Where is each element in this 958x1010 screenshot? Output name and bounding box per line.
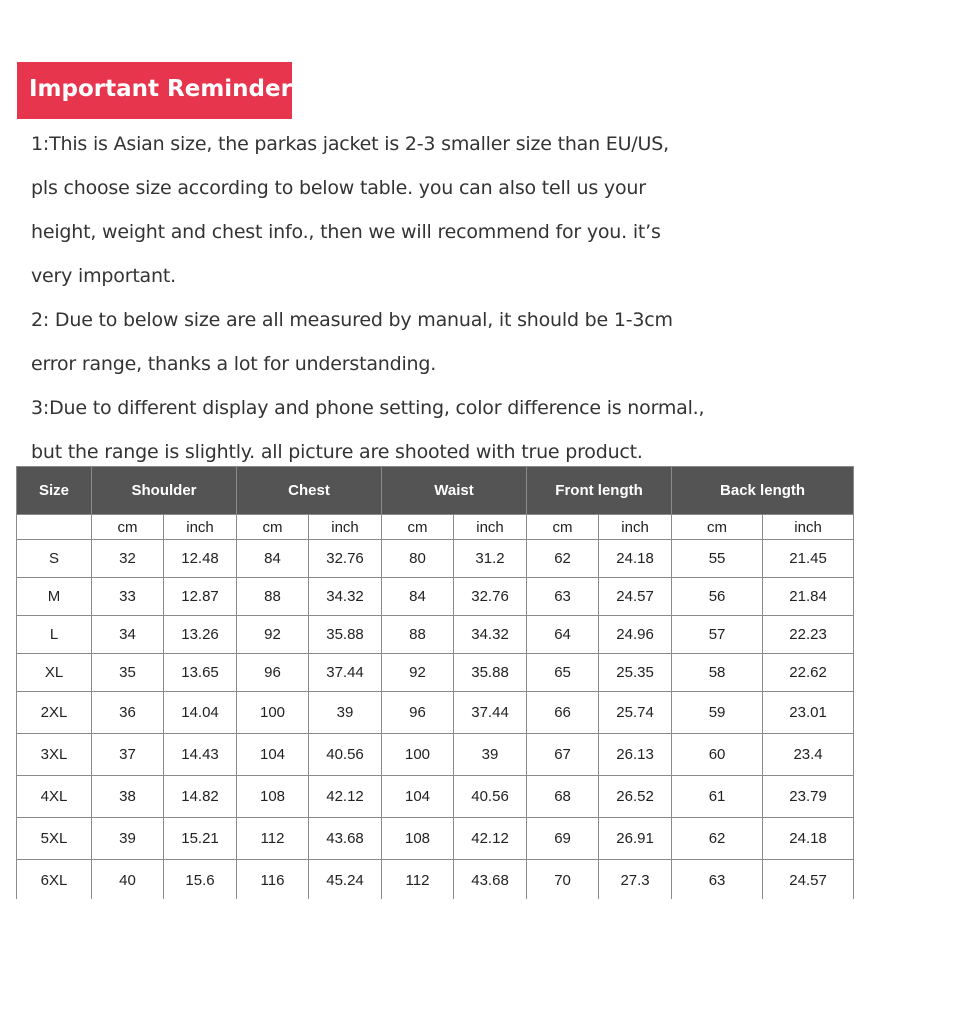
measure-cell: 112	[237, 818, 309, 860]
measure-cell: 40.56	[454, 776, 527, 818]
size-label-cell: L	[17, 616, 92, 654]
unit-cell: inch	[164, 515, 237, 540]
unit-cell: cm	[527, 515, 599, 540]
measure-cell: 32	[92, 540, 164, 578]
measure-cell: 24.18	[599, 540, 672, 578]
measure-cell: 64	[527, 616, 599, 654]
measure-cell: 35	[92, 654, 164, 692]
unit-cell: cm	[672, 515, 763, 540]
header-size: Size	[17, 467, 92, 515]
measure-cell: 63	[672, 860, 763, 902]
measure-cell: 63	[527, 578, 599, 616]
measure-cell: 37.44	[454, 692, 527, 734]
measure-cell: 62	[527, 540, 599, 578]
reminder-notes	[31, 124, 931, 476]
measure-cell: 32.76	[454, 578, 527, 616]
note-line: 3:Due to different display and phone setting, color difference is normal.,	[31, 397, 705, 419]
size-label-cell: 6XL	[17, 860, 92, 902]
measure-cell: 68	[527, 776, 599, 818]
measure-cell: 65	[527, 654, 599, 692]
measure-cell: 57	[672, 616, 763, 654]
measure-cell: 22.62	[763, 654, 854, 692]
measure-cell: 39	[309, 692, 382, 734]
measure-cell: 23.4	[763, 734, 854, 776]
size-label-cell: 2XL	[17, 692, 92, 734]
measure-cell: 43.68	[309, 818, 382, 860]
measure-cell: 25.74	[599, 692, 672, 734]
measure-cell: 42.12	[309, 776, 382, 818]
unit-cell: cm	[237, 515, 309, 540]
measure-cell: 108	[237, 776, 309, 818]
measure-cell: 43.68	[454, 860, 527, 902]
measure-cell: 104	[382, 776, 454, 818]
table-row	[17, 540, 854, 578]
table-units-row	[17, 515, 854, 540]
table-header-row	[17, 467, 854, 515]
measure-cell: 96	[237, 654, 309, 692]
header-shoulder: Shoulder	[92, 467, 237, 515]
unit-cell: inch	[599, 515, 672, 540]
header-waist: Waist	[382, 467, 527, 515]
measure-cell: 116	[237, 860, 309, 902]
note-line: error range, thanks a lot for understanding.	[31, 353, 437, 375]
measure-cell: 26.13	[599, 734, 672, 776]
table-row	[17, 734, 854, 776]
measure-cell: 13.65	[164, 654, 237, 692]
size-chart-table	[16, 466, 854, 902]
measure-cell: 15.6	[164, 860, 237, 902]
measure-cell: 84	[382, 578, 454, 616]
table-row	[17, 616, 854, 654]
size-label-cell: 4XL	[17, 776, 92, 818]
measure-cell: 34.32	[454, 616, 527, 654]
measure-cell: 12.48	[164, 540, 237, 578]
measure-cell: 39	[454, 734, 527, 776]
measure-cell: 62	[672, 818, 763, 860]
header-front-length: Front length	[527, 467, 672, 515]
note-line: 1:This is Asian size, the parkas jacket is 2-3 smaller size than EU/US,	[31, 133, 669, 155]
measure-cell: 21.84	[763, 578, 854, 616]
size-label-cell: 5XL	[17, 818, 92, 860]
table-row	[17, 860, 854, 902]
measure-cell: 34.32	[309, 578, 382, 616]
measure-cell: 24.57	[763, 860, 854, 902]
measure-cell: 24.57	[599, 578, 672, 616]
measure-cell: 31.2	[454, 540, 527, 578]
table-row	[17, 692, 854, 734]
table-row	[17, 578, 854, 616]
measure-cell: 108	[382, 818, 454, 860]
measure-cell: 66	[527, 692, 599, 734]
measure-cell: 14.82	[164, 776, 237, 818]
measure-cell: 40	[92, 860, 164, 902]
measure-cell: 15.21	[164, 818, 237, 860]
measure-cell: 32.76	[309, 540, 382, 578]
measure-cell: 26.52	[599, 776, 672, 818]
measure-cell: 23.79	[763, 776, 854, 818]
unit-cell: cm	[92, 515, 164, 540]
bottom-whitespace	[0, 899, 958, 1010]
measure-cell: 25.35	[599, 654, 672, 692]
measure-cell: 100	[382, 734, 454, 776]
measure-cell: 69	[527, 818, 599, 860]
header-chest: Chest	[237, 467, 382, 515]
measure-cell: 60	[672, 734, 763, 776]
measure-cell: 14.43	[164, 734, 237, 776]
measure-cell: 38	[92, 776, 164, 818]
measure-cell: 27.3	[599, 860, 672, 902]
measure-cell: 37.44	[309, 654, 382, 692]
measure-cell: 59	[672, 692, 763, 734]
measure-cell: 14.04	[164, 692, 237, 734]
measure-cell: 13.26	[164, 616, 237, 654]
measure-cell: 36	[92, 692, 164, 734]
measure-cell: 45.24	[309, 860, 382, 902]
note-line: height, weight and chest info., then we will recommend for you. it’s	[31, 221, 661, 243]
measure-cell: 70	[527, 860, 599, 902]
note-line: but the range is slightly. all picture are shooted with true product.	[31, 441, 643, 463]
measure-cell: 42.12	[454, 818, 527, 860]
measure-cell: 21.45	[763, 540, 854, 578]
measure-cell: 24.18	[763, 818, 854, 860]
measure-cell: 100	[237, 692, 309, 734]
unit-cell-empty	[17, 515, 92, 540]
measure-cell: 58	[672, 654, 763, 692]
note-line: very important.	[31, 265, 176, 287]
measure-cell: 112	[382, 860, 454, 902]
measure-cell: 35.88	[454, 654, 527, 692]
table-body	[17, 540, 854, 902]
measure-cell: 84	[237, 540, 309, 578]
measure-cell: 88	[237, 578, 309, 616]
table-row	[17, 776, 854, 818]
measure-cell: 22.23	[763, 616, 854, 654]
unit-cell: inch	[309, 515, 382, 540]
measure-cell: 92	[382, 654, 454, 692]
measure-cell: 61	[672, 776, 763, 818]
measure-cell: 96	[382, 692, 454, 734]
size-label-cell: XL	[17, 654, 92, 692]
table-row	[17, 818, 854, 860]
measure-cell: 33	[92, 578, 164, 616]
note-line: 2: Due to below size are all measured by manual, it should be 1-3cm	[31, 309, 673, 331]
header-back-length: Back length	[672, 467, 854, 515]
note-line: pls choose size according to below table. you can also tell us your	[31, 177, 646, 199]
measure-cell: 24.96	[599, 616, 672, 654]
important-reminder-banner	[17, 62, 292, 119]
measure-cell: 80	[382, 540, 454, 578]
measure-cell: 39	[92, 818, 164, 860]
unit-cell: inch	[454, 515, 527, 540]
measure-cell: 55	[672, 540, 763, 578]
size-label-cell: S	[17, 540, 92, 578]
measure-cell: 34	[92, 616, 164, 654]
measure-cell: 104	[237, 734, 309, 776]
measure-cell: 88	[382, 616, 454, 654]
size-label-cell: 3XL	[17, 734, 92, 776]
measure-cell: 23.01	[763, 692, 854, 734]
banner-title: Important Reminder	[29, 76, 292, 102]
measure-cell: 67	[527, 734, 599, 776]
measure-cell: 12.87	[164, 578, 237, 616]
measure-cell: 92	[237, 616, 309, 654]
measure-cell: 26.91	[599, 818, 672, 860]
measure-cell: 35.88	[309, 616, 382, 654]
unit-cell: inch	[763, 515, 854, 540]
unit-cell: cm	[382, 515, 454, 540]
table-row	[17, 654, 854, 692]
measure-cell: 40.56	[309, 734, 382, 776]
size-label-cell: M	[17, 578, 92, 616]
measure-cell: 56	[672, 578, 763, 616]
measure-cell: 37	[92, 734, 164, 776]
